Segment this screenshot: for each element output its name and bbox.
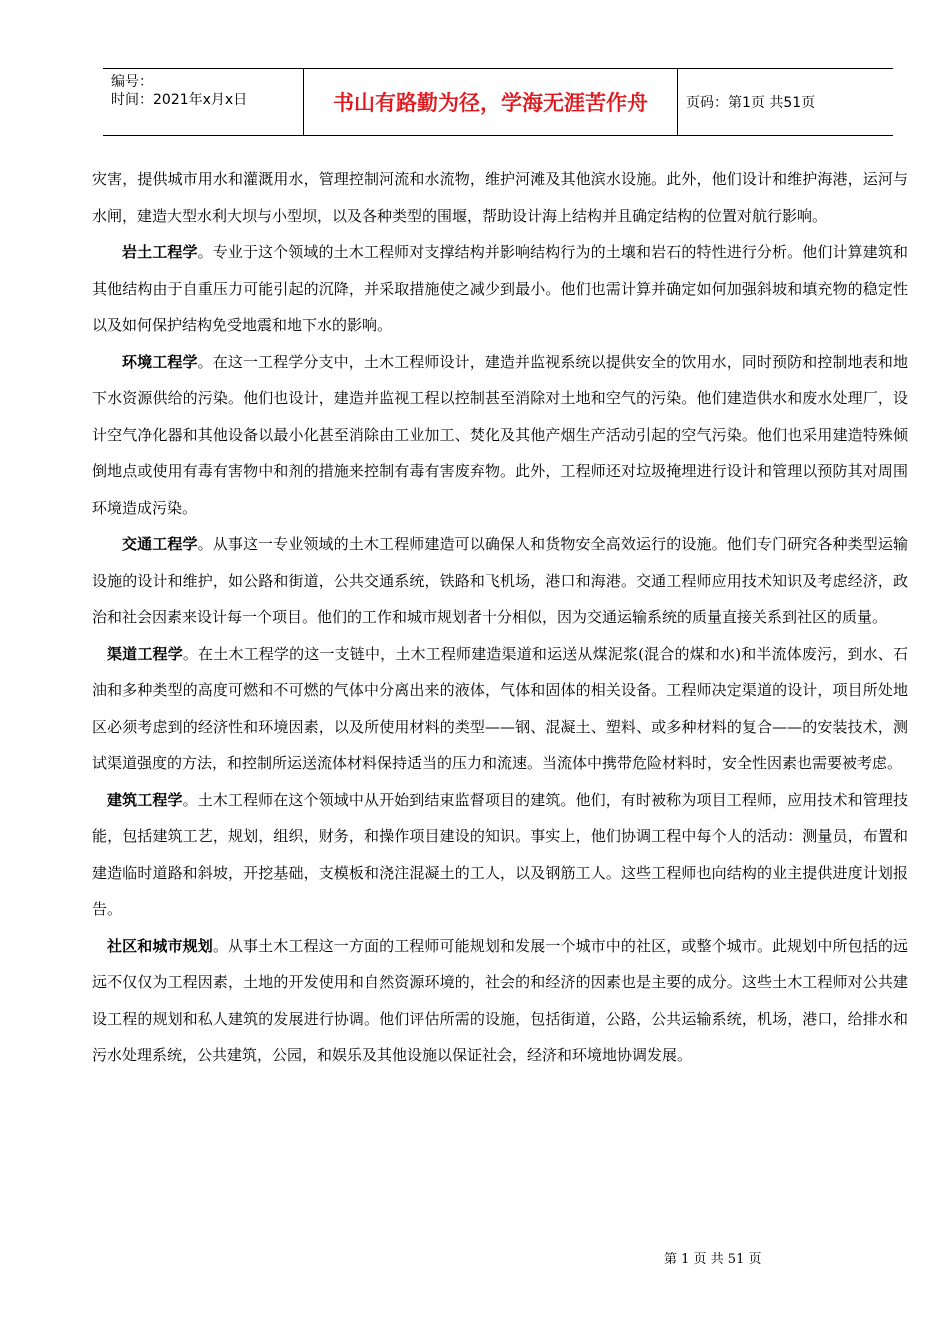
paragraph-term: 建筑工程学: [107, 790, 183, 809]
header-motto-cell: [304, 69, 678, 135]
paragraph-term: 交通工程学: [122, 535, 198, 553]
paragraph-term: 环境工程学: [122, 352, 198, 371]
paragraph-transportation: [92, 526, 908, 636]
header-page-cell: [678, 69, 893, 135]
paragraph-construction: [92, 782, 908, 928]
paragraph-text: 。从事土木工程这一方面的工程师可能规划和发展一个城市中的社区，或整个城市。此规划中所包括的远远不仅仅为工程因素，土地的开发使用和自然资源环境的，社会的和经济的因素也是主要的成分。这些土木工程师对公共建设工程的规划和私人建筑的发展进行协调。他们评估所需的设施，包括街道，公路，公共运输系统，机场，港口，给排水和污水处理系统，公共建筑，公园，和娱乐及其他设施以保证社会，经济和环境地协调发展。: [92, 936, 908, 1064]
paragraph-term: 岩土工程学: [122, 243, 198, 261]
paragraph-text: 灾害，提供城市用水和灌溉用水，管理控制河流和水流物，维护河滩及其他滨水设施。此外，他们设计和维护海港，运河与水闸，建造大型水利大坝与小型坝，以及各种类型的围堰，帮助设计海上结构并且确定结构的位置对航行影响。: [92, 170, 908, 225]
paragraph-term: 社区和城市规划: [107, 936, 213, 955]
paragraph-term: 渠道工程学: [107, 644, 183, 663]
paragraph-pipeline: [92, 636, 908, 782]
paragraph-text: 。专业于这个领域的土木工程师对支撑结构并影响结构行为的土壤和岩石的特性进行分析。他们计算建筑和其他结构由于自重压力可能引起的沉降，并采取措施使之减少到最小。他们也需计算并确定如何加强斜坡和填充物的稳定性以及如何保护结构免受地震和地下水的影响。: [92, 243, 908, 334]
date-line: 时间：2021年x月x日: [111, 92, 248, 108]
header-meta-cell: [103, 69, 304, 135]
paragraph-geotechnical: [92, 234, 908, 344]
paragraph-text: 。在这一工程学分支中，土木工程师设计，建造并监视系统以提供安全的饮用水，同时预防和控制地表和地下水资源供给的污染。他们也设计，建造并监视工程以控制甚至消除对土地和空气的污染。他们建造供水和废水处理厂，设计空气净化器和其他设备以最小化甚至消除由工业加工、焚化及其他产烟生产活动引起的空气污染。他们也采用建造特殊倾倒地点或使用有毒有害物中和剂的措施来控制有毒有害废弃物。此外，工程师还对垃圾掩埋进行设计和管理以预防其对周围环境造成污染。: [92, 352, 908, 517]
paragraph-urban-planning: [92, 928, 908, 1074]
paragraph-text: 。从事这一专业领域的土木工程师建造可以确保人和货物安全高效运行的设施。他们专门研究各种类型运输设施的设计和维护，如公路和街道，公共交通系统，铁路和飞机场，港口和海港。交通工程师应用技术知识及考虑经济，政治和社会因素来设计每一个项目。他们的工作和城市规划者十分相似，因为交通运输系统的质量直接关系到社区的质量。: [92, 535, 908, 626]
page-footer: 第 1 页 共 51 页: [664, 1252, 762, 1267]
page-info: 页码：第1页 共51页: [686, 95, 816, 111]
header-table: [103, 68, 893, 136]
paragraph-environmental: [92, 344, 908, 527]
motto-text: 书山有路勤为径，学海无涯苦作舟: [333, 91, 648, 115]
paragraph-hydraulics-continued: [92, 161, 908, 234]
paragraph-text: 。土木工程师在这个领域中从开始到结束监督项目的建筑。他们，有时被称为项目工程师，应用技术和管理技能，包括建筑工艺，规划，组织，财务，和操作项目建设的知识。事实上，他们协调工程中每个人的活动：测量员，布置和建造临时道路和斜坡，开挖基础，支模板和浇注混凝土的工人，以及钢筋工人。这些工程师也向结构的业主提供进度计划报告。: [92, 790, 908, 918]
serial-number-label: 编号：: [111, 74, 153, 90]
paragraph-text: 。在土木工程学的这一支链中，土木工程师建造渠道和运送从煤泥浆(混合的煤和水)和半流体废污，到水、石油和多种类型的高度可燃和不可燃的气体中分离出来的液体，气体和固体的相关设备。工程师决定渠道的设计，项目所处地区必须考虑到的经济性和环境因素，以及所使用材料的类型——钢、混凝土、塑料、或多种材料的复合——的安装技术，测试渠道强度的方法，和控制所运送流体材料保持适当的压力和流速。当流体中携带危险材料时，安全性因素也需要被考虑。: [92, 644, 908, 772]
document-body: [92, 161, 908, 1074]
